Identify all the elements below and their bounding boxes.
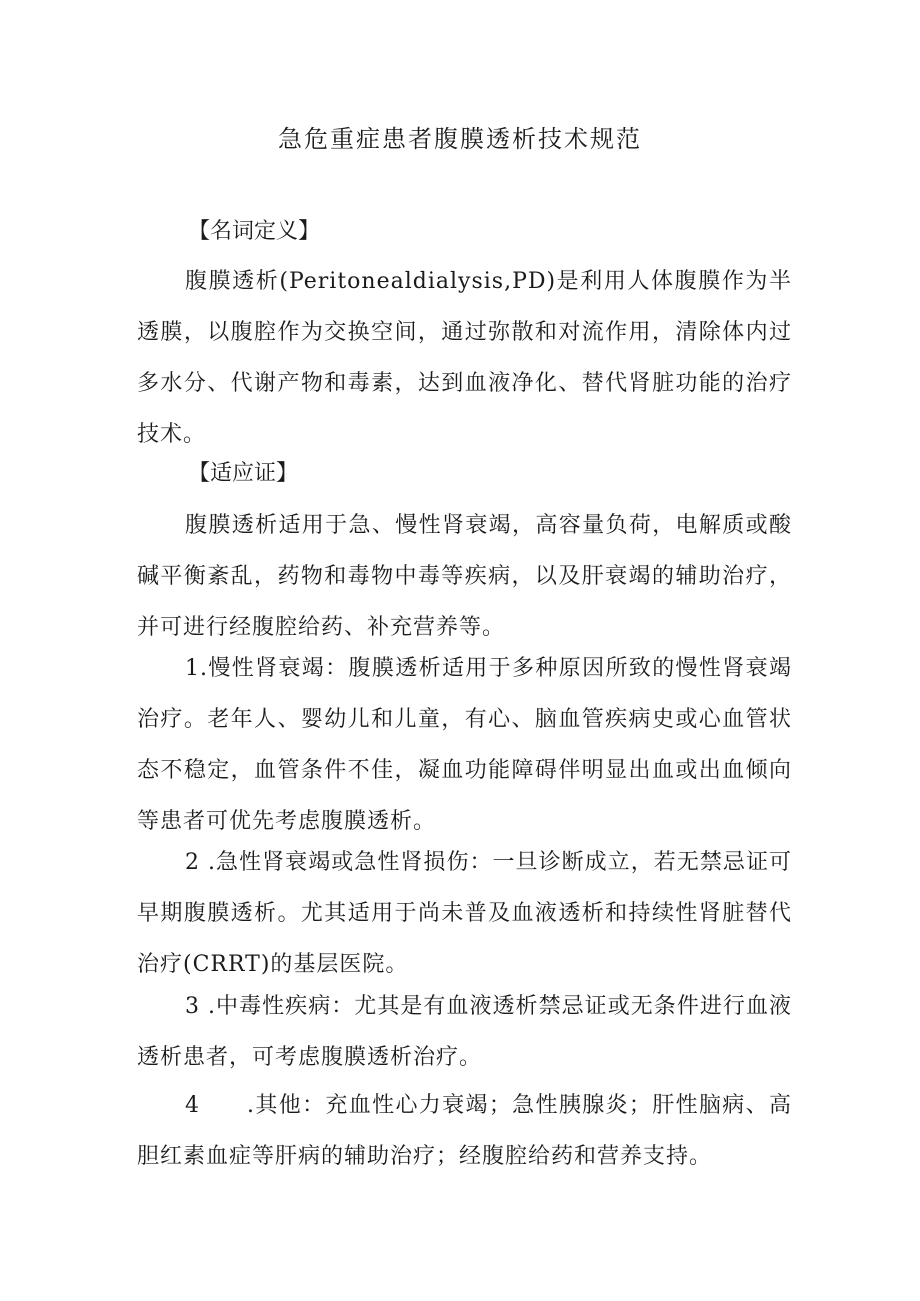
definition-heading: 【名词定义】 — [188, 219, 321, 244]
indication-item-poisoning: 3 .中毒性疾病：尤其是有血液透析禁忌证或无条件进行血液透析患者，可考虑腹膜透析治疗。 — [137, 994, 792, 1070]
indication-item-acute-renal-failure: 2 .急性肾衰竭或急性肾损伤：一旦诊断成立，若无禁忌证可早期腹膜透析。尤其适用于尚未普及血液透析和持续性肾脏替代治疗(CRRT)的基层医院。 — [137, 850, 792, 977]
indication-item-other: 4 .其他：充血性心力衰竭；急性胰腺炎；肝性脑病、高胆红素血症等肝病的辅助治疗；经腹腔给药和营养支持。 — [137, 1093, 792, 1169]
indication-heading: 【适应证】 — [188, 461, 299, 486]
indication-paragraph: 腹膜透析适用于急、慢性肾衰竭，高容量负荷，电解质或酸碱平衡紊乱，药物和毒物中毒等疾病，以及肝衰竭的辅助治疗，并可进行经腹腔给药、补充营养等。 — [137, 513, 792, 640]
indication-item-chronic-renal-failure: 1.慢性肾衰竭：腹膜透析适用于多种原因所致的慢性肾衰竭治疗。老年人、婴幼儿和儿童，有心、脑血管疾病史或心血管状态不稳定，血管条件不佳，凝血功能障碍伴明显出血或出血倾向等患者可优先考虑腹膜透析。 — [137, 656, 792, 834]
document-title: 急危重症患者腹膜透析技术规范 — [278, 125, 642, 153]
definition-paragraph: 腹膜透析(Peritonealdialysis,PD)是利用人体腹膜作为半透膜，以腹腔作为交换空间，通过弥散和对流作用，清除体内过多水分、代谢产物和毒素，达到血液净化、替代肾脏功能的治疗技术。 — [137, 269, 792, 447]
